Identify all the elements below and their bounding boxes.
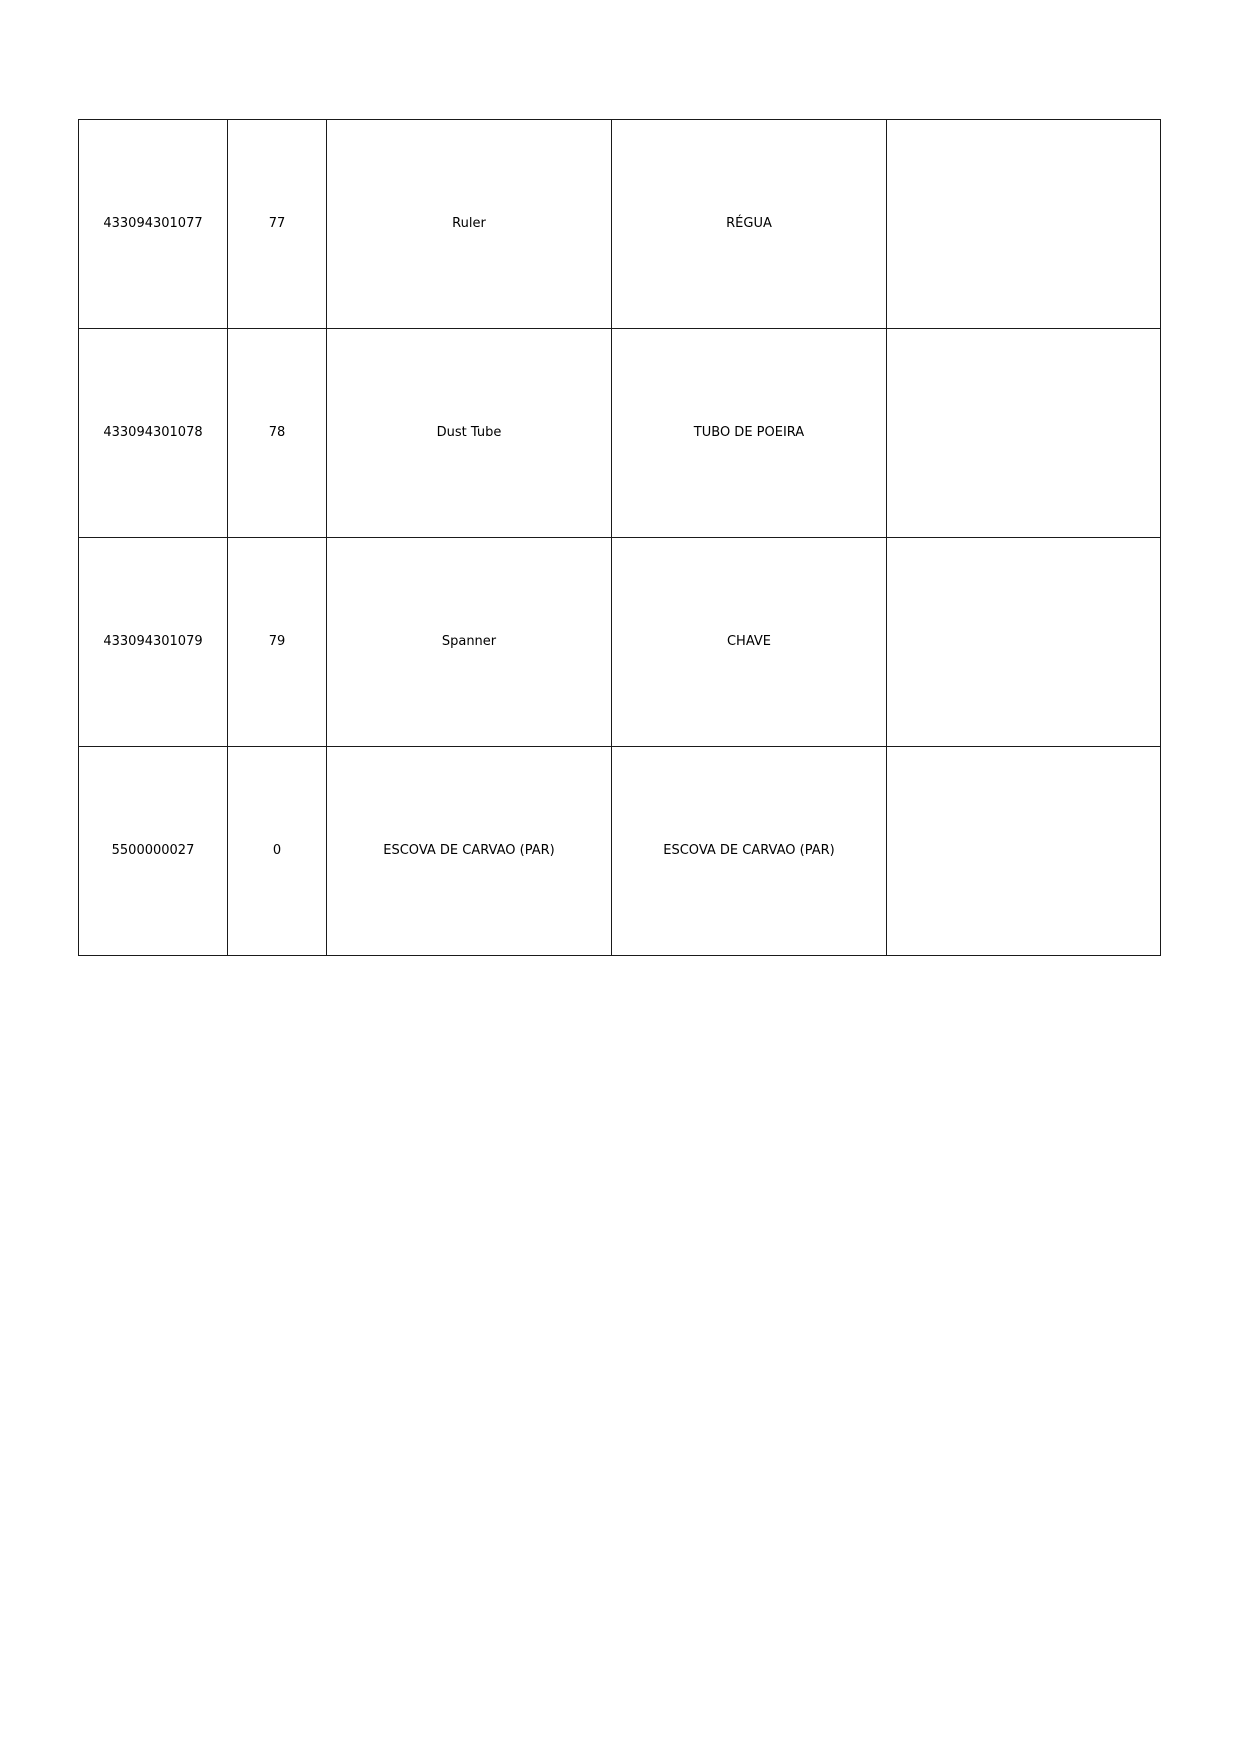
description-pt-cell: ESCOVA DE CARVAO (PAR): [612, 747, 887, 956]
description-en-cell: Spanner: [327, 538, 612, 747]
description-pt-cell: RÉGUA: [612, 120, 887, 329]
table-row: [79, 538, 1161, 747]
extra-cell: [887, 538, 1161, 747]
position-cell: 0: [228, 747, 327, 956]
position-cell: 77: [228, 120, 327, 329]
position-cell: 79: [228, 538, 327, 747]
description-en-cell: Dust Tube: [327, 329, 612, 538]
part-code-cell: 433094301078: [79, 329, 228, 538]
description-pt-cell: CHAVE: [612, 538, 887, 747]
part-code-cell: 433094301077: [79, 120, 228, 329]
part-code-cell: 5500000027: [79, 747, 228, 956]
parts-table: [78, 119, 1161, 956]
table-row: [79, 747, 1161, 956]
extra-cell: [887, 747, 1161, 956]
description-en-cell: ESCOVA DE CARVAO (PAR): [327, 747, 612, 956]
description-en-cell: Ruler: [327, 120, 612, 329]
extra-cell: [887, 329, 1161, 538]
position-cell: 78: [228, 329, 327, 538]
table-row: [79, 120, 1161, 329]
part-code-cell: 433094301079: [79, 538, 228, 747]
table-row: [79, 329, 1161, 538]
description-pt-cell: TUBO DE POEIRA: [612, 329, 887, 538]
extra-cell: [887, 120, 1161, 329]
